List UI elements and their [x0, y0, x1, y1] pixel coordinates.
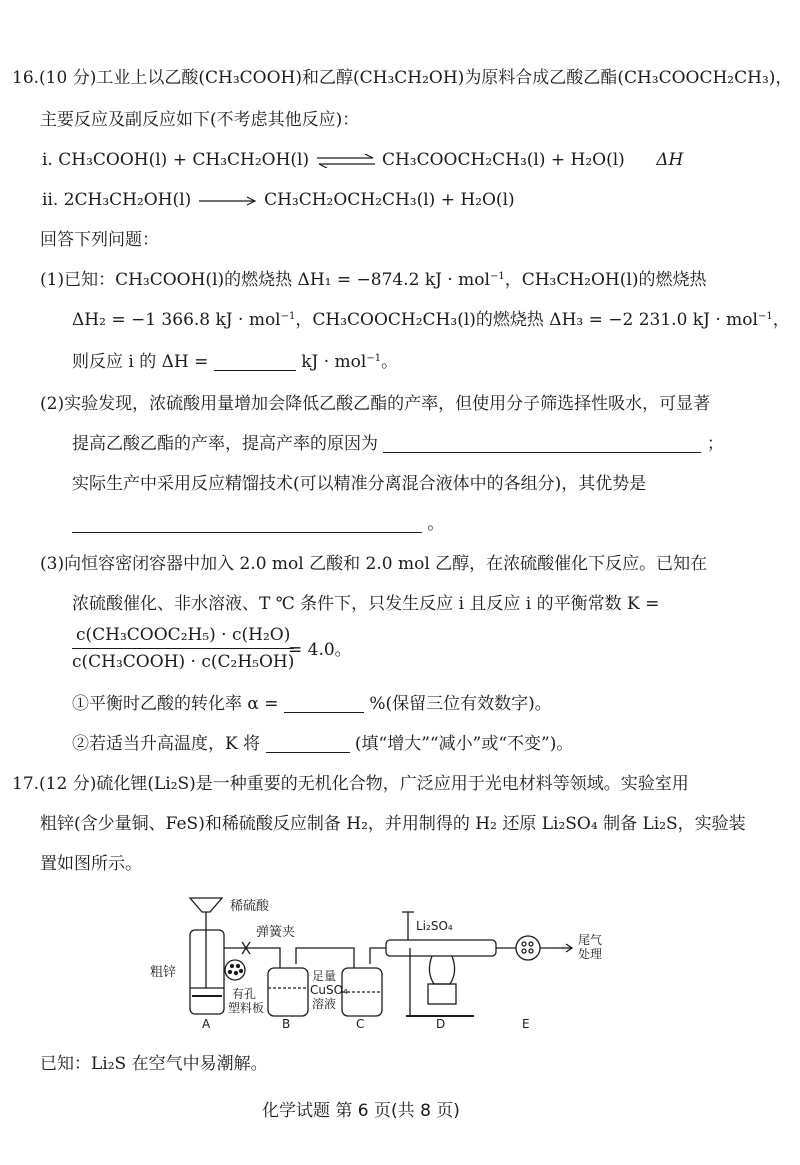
label-plate-1: 有孔: [232, 987, 257, 1001]
p2-line4: [72, 512, 444, 536]
p2-line1: (2)实验发现，浓硫酸用量增加会降低乙酸乙酯的产率，但使用分子筛选择性吸水，可显著: [40, 394, 711, 414]
fraction-bar: [72, 648, 294, 649]
label-spring-clip: 弹簧夹: [256, 925, 296, 940]
label-cuso4: CuSO₄: [310, 983, 348, 997]
p3-q2: [72, 732, 573, 756]
yield-reason-blank[interactable]: [383, 434, 701, 453]
answer-prompt: 回答下列问题：: [40, 230, 159, 250]
p1-line1-tail: ，CH₃CH₂OH(l)的燃烧热: [504, 270, 707, 290]
equilibrium-arrow-icon: [315, 154, 377, 168]
label-tail-1: 尾气: [578, 933, 603, 947]
p1-line2: [72, 308, 790, 332]
reaction-i-label: ⅰ.: [42, 150, 53, 170]
p3-line1: (3)向恒容密闭容器中加入 2.0 mol 乙酸和 2.0 mol 乙醇，在浓硫酸催化下反应。已知在: [40, 554, 708, 574]
q16-intro-text-1: 工业上以乙酸: [96, 68, 199, 88]
label-b: B: [282, 1017, 291, 1031]
ethyl-acetate-formula: (CH₃COOCH₂CH₃): [617, 68, 776, 88]
superscript: −1: [366, 353, 382, 364]
q16-intro-text-2: 和乙醇: [301, 68, 353, 88]
bottle-b: [268, 968, 308, 1016]
conversion-rate-blank[interactable]: [284, 694, 364, 713]
k-numerator: c(CH₃COOC₂H₅) · c(H₂O): [76, 625, 291, 645]
q16-intro-text-3: 为原料合成乙酸乙酯: [464, 68, 618, 88]
period: 。: [381, 352, 399, 372]
unit-text: kJ · mol: [301, 352, 367, 372]
reaction-ii-products: CH₃CH₂OCH₂CH₃(l) + H₂O(l): [264, 190, 515, 210]
q16-intro-comma: ，: [775, 68, 793, 88]
label-e: E: [522, 1017, 530, 1031]
q17-number: 17.: [12, 774, 40, 794]
q17-line1-text: 硫化锂(Li₂S)是一种重要的无机化合物，广泛应用于光电材料等领域。实验室用: [96, 774, 689, 794]
label-a: A: [202, 1017, 211, 1031]
q17-line2: 粗锌(含少量铜、FeS)和稀硫酸反应制备 H₂，并用制得的 H₂ 还原 Li₂SO₄ 制备 Li₂S，实验装: [40, 814, 746, 834]
p2-line2: [72, 432, 724, 456]
p1-line2-mid: ，CH₃COOCH₂CH₃(l)的燃烧热 ΔH₃ = −2 231.0 kJ · mol: [295, 310, 758, 330]
apparatus-diagram: [150, 892, 620, 1032]
q17-known: 已知：Li₂S 在空气中易潮解。: [40, 1054, 268, 1074]
label-enough: 足量: [312, 969, 337, 983]
reaction-ii: [42, 188, 515, 212]
reaction-i-reactants: CH₃COOH(l) + CH₃CH₂OH(l): [58, 150, 310, 170]
k-change-blank[interactable]: [266, 734, 350, 753]
delta-h-answer-blank[interactable]: [214, 352, 296, 371]
forward-arrow-icon: [197, 196, 259, 206]
q16-intro-line: [12, 66, 792, 90]
reaction-i: [42, 148, 683, 172]
q17-line3: 置如图所示。: [40, 854, 142, 874]
equilibrium-constant-fraction: [72, 624, 294, 673]
reaction-ii-label: ⅱ.: [42, 190, 59, 210]
reaction-i-delta-h: ΔH: [656, 150, 684, 170]
k-value: = 4.0。: [288, 640, 352, 660]
k-denominator: c(CH₃COOH) · c(C₂H₅OH): [72, 652, 295, 672]
p3-q2-tail: (填“增大”“减小”或“不变”)。: [354, 734, 574, 754]
label-c: C: [356, 1017, 365, 1031]
p1-line1: [40, 268, 706, 292]
flame-icon: [429, 956, 454, 984]
p3-q1: [72, 692, 552, 716]
generator-tube: [190, 930, 224, 1014]
p2-line2-text: 提高乙酸乙酯的产率，提高产率的原因为: [72, 434, 378, 454]
label-tail-2: 处理: [578, 947, 603, 961]
drying-bulb-e: [516, 936, 540, 960]
funnel-icon: [190, 898, 222, 912]
p1-line3: [72, 350, 398, 374]
p1-line1-text: (1)已知：CH₃COOH(l)的燃烧热 ΔH₁ = −874.2 kJ · mol: [40, 270, 490, 290]
superscript: −1: [489, 271, 505, 282]
p3-line2: 浓硫酸催化、非水溶液、T ℃ 条件下，只发生反应 ⅰ 且反应 ⅰ 的平衡常数 K =: [72, 594, 660, 614]
p3-q1-text: ①平衡时乙酸的转化率 α =: [72, 694, 279, 714]
label-d: D: [436, 1017, 446, 1031]
reaction-ii-reactants: 2CH₃CH₂OH(l): [63, 190, 192, 210]
period: 。: [427, 514, 445, 534]
q16-reactions-intro: 主要反应及副反应如下(不考虑其他反应)：: [40, 110, 360, 130]
p1-line2-tail: ，: [772, 310, 790, 330]
label-plate-2: 塑料板: [228, 1001, 265, 1015]
page-footer: 化学试题 第 6 页(共 8 页): [262, 1101, 460, 1121]
p1-line2-text: ΔH₂ = −1 366.8 kJ · mol: [72, 310, 281, 330]
label-solution: 溶液: [312, 997, 337, 1011]
p3-q1-tail: %(保留三位有效数字)。: [369, 694, 552, 714]
p3-q2-text: ②若适当升高温度，K 将: [72, 734, 261, 754]
q16-number: 16.: [12, 68, 40, 88]
reaction-i-products: CH₃COOCH₂CH₃(l) + H₂O(l): [381, 150, 625, 170]
label-li2so4: Li₂SO₄: [416, 919, 453, 933]
p1-line3-text: 则反应 ⅰ 的 ΔH =: [72, 352, 209, 372]
superscript: −1: [757, 311, 773, 322]
label-dilute-acid: 稀硫酸: [230, 899, 270, 914]
superscript: −1: [280, 311, 296, 322]
label-crude-zinc: 粗锌: [150, 965, 177, 980]
semicolon: ；: [706, 434, 724, 454]
q17-points: (12 分): [39, 774, 97, 794]
q16-points: (10 分): [39, 68, 97, 88]
acetic-acid-formula: (CH₃COOH): [198, 68, 302, 88]
p2-line3: 实际生产中采用反应精馏技术(可以精准分离混合液体中的各组分)，其优势是: [72, 474, 647, 494]
advantage-blank[interactable]: [72, 514, 422, 533]
reaction-tube-d: [386, 940, 496, 956]
q17-line1: [12, 772, 689, 796]
ethanol-formula: (CH₃CH₂OH): [352, 68, 465, 88]
